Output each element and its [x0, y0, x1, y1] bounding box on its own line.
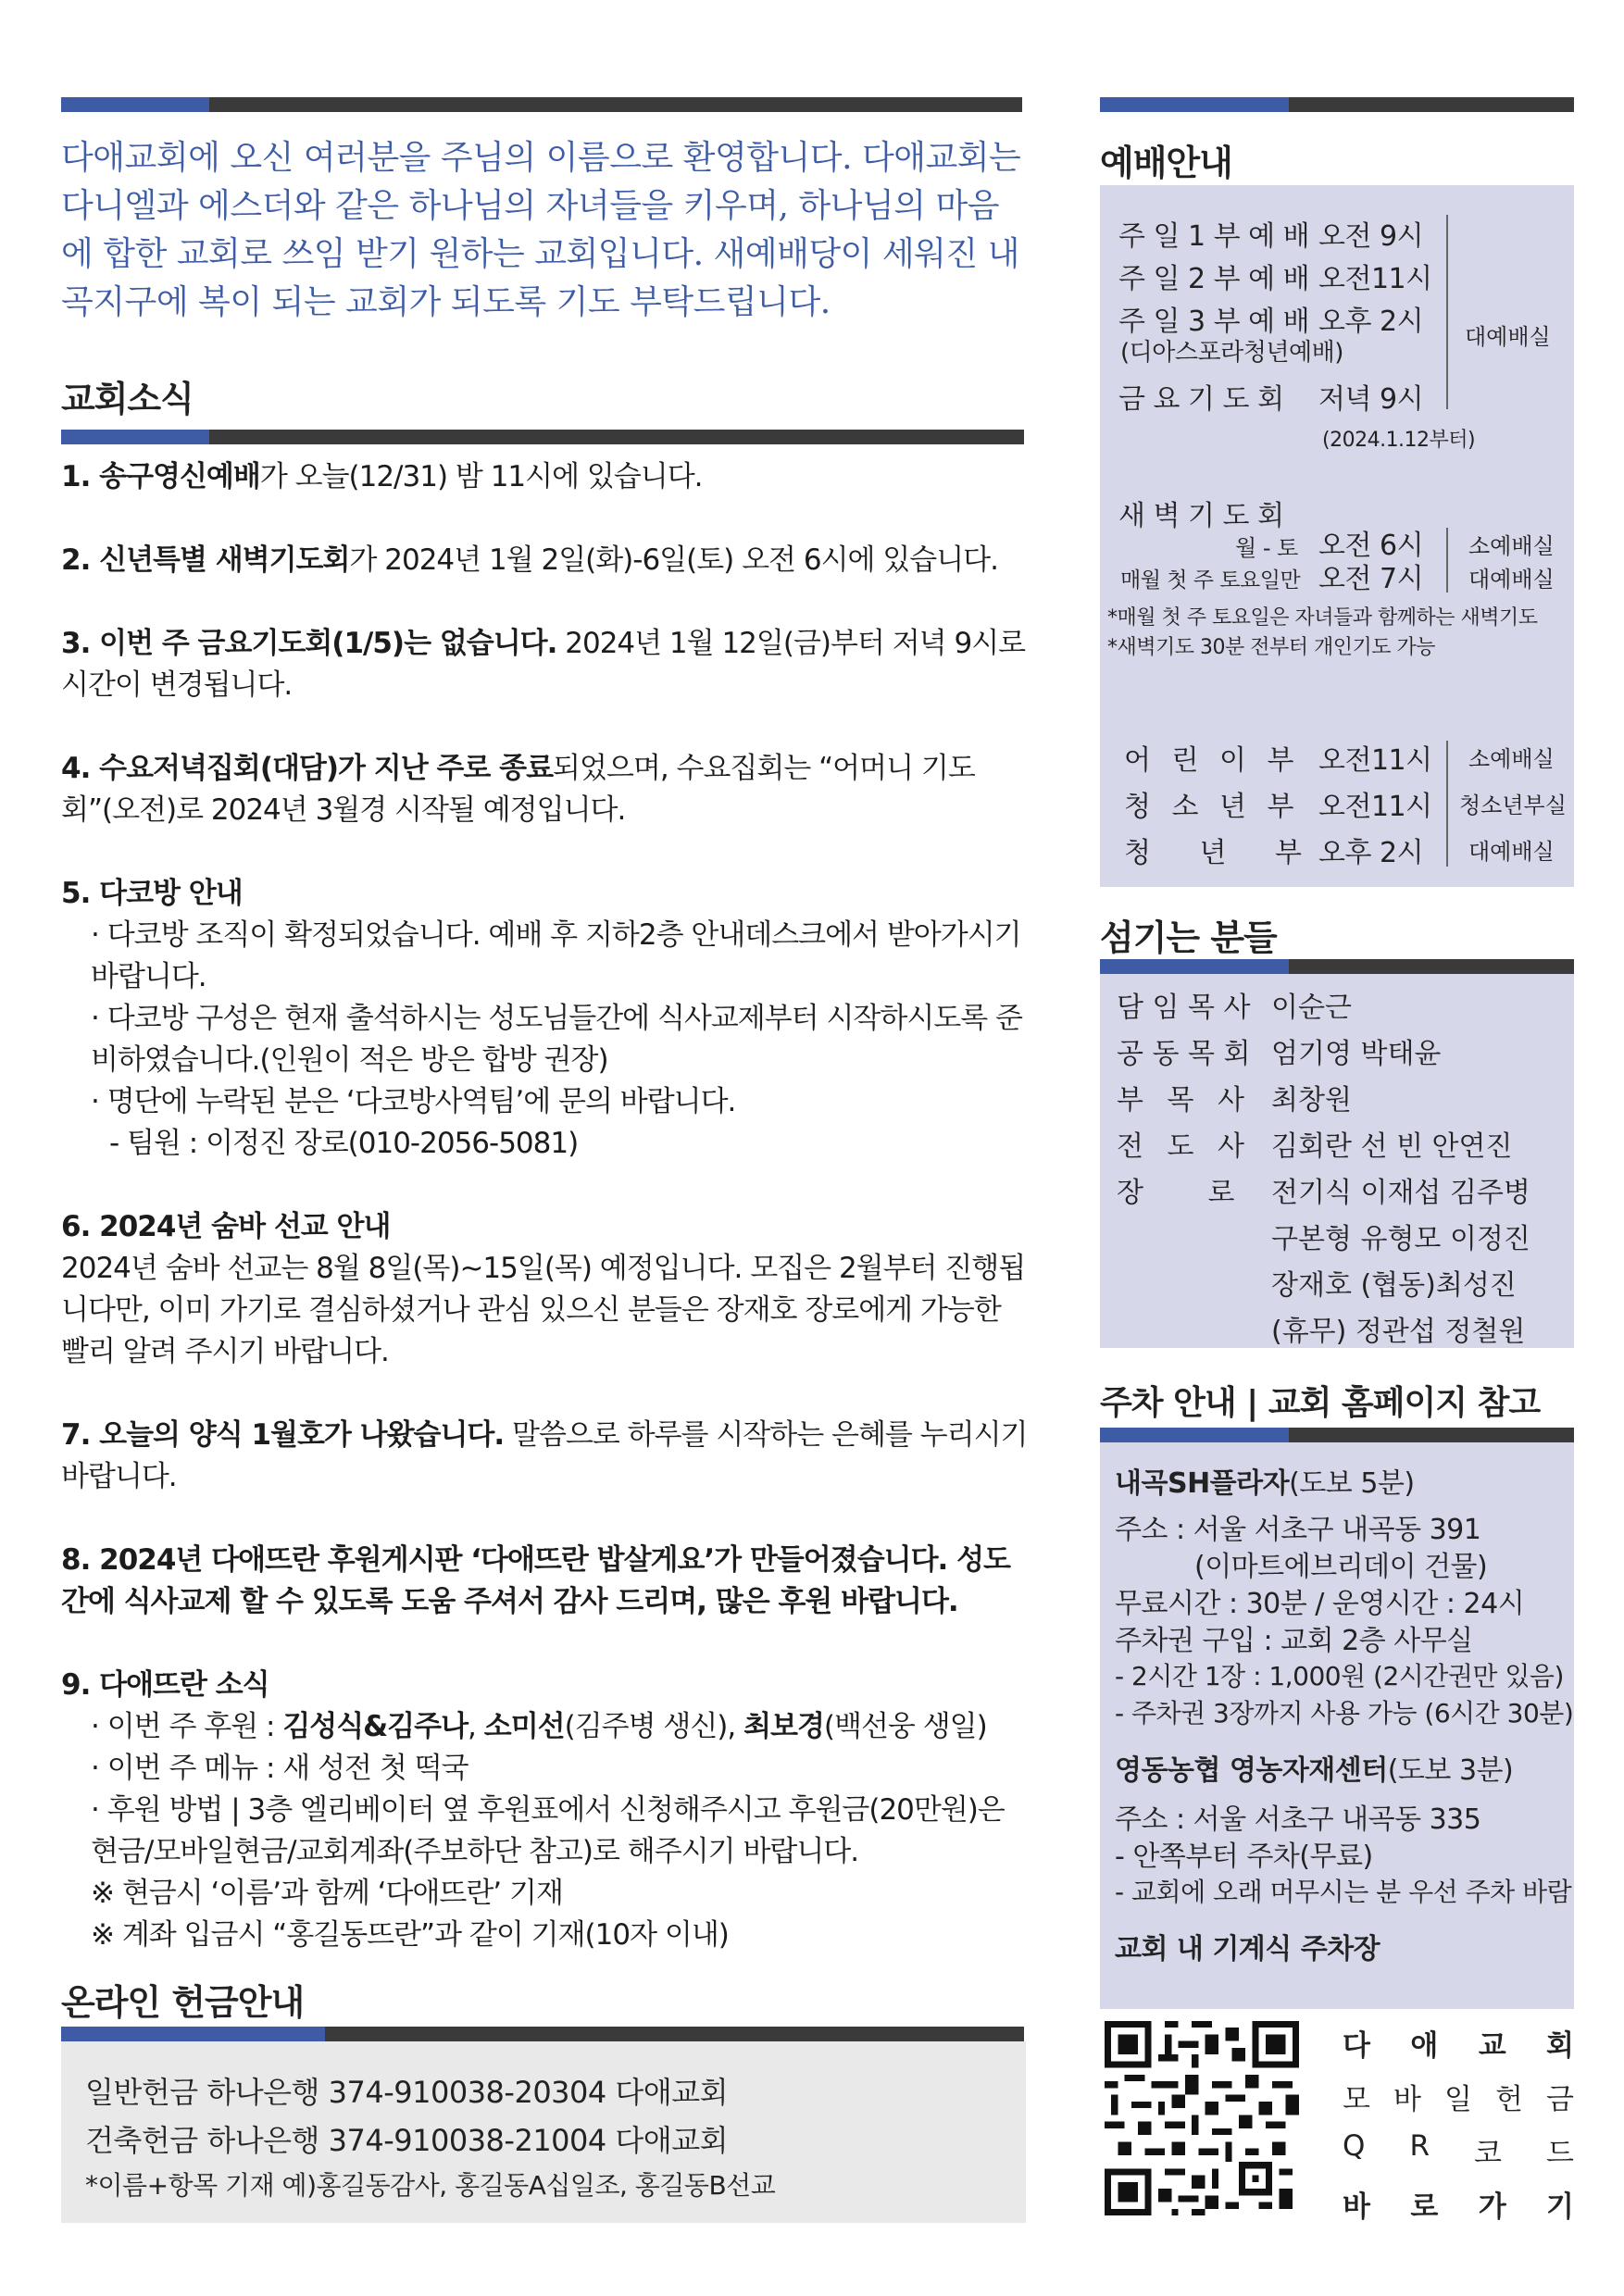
- news-list: [61, 456, 1029, 1956]
- offering-account-general: 일반헌금 하나은행 374-910038-20304 다애교회: [85, 2075, 729, 2110]
- parking-2-title: 영동농협 영농자재센터(도보 3분): [1115, 1754, 1514, 1787]
- parking-1-title: 내곡SH플라자(도보 5분): [1115, 1467, 1415, 1500]
- dawn-note-1: *매월 첫 주 토요일은 자녀들과 함께하는 새벽기도: [1107, 606, 1538, 630]
- dawn-row-2-name: 매월 첫 주 토요일만: [1120, 568, 1301, 593]
- qr-caption-line-2: 모 바 일 헌 금: [1343, 2083, 1574, 2116]
- servant-name-6: 구본형 유형모 이정진: [1271, 1223, 1530, 1255]
- parking-divider: [1100, 1428, 1574, 1442]
- parking-3-title: 교회 내 기계식 주차장: [1115, 1933, 1380, 1965]
- dawn-prayer-title: 새 벽 기 도 회: [1118, 500, 1284, 532]
- worship-row-2-name: 주 일 2 부 예 배: [1118, 263, 1310, 295]
- dawn-note-2: *새벽기도 30분 전부터 개인기도 가능: [1107, 636, 1435, 659]
- parking-2-address: 주소 : 서울 서초구 내곡동 335: [1115, 1803, 1481, 1836]
- online-offering-box: [61, 2041, 1026, 2223]
- servant-name-2: 엄기영 박태윤: [1271, 1038, 1442, 1070]
- dawn-row-1-room: 소예배실: [1468, 533, 1555, 559]
- servants-divider: [1100, 959, 1574, 974]
- qr-caption-line-1: 다 애 교 회: [1343, 2029, 1574, 2063]
- kids-row-time: 오전11시: [1318, 744, 1432, 777]
- dept-divider: [1446, 741, 1448, 867]
- news-item-2: 2. 신년특별 새벽기도회가 2024년 1월 2일(화)-6일(토) 오전 6시에 있습니다.: [61, 543, 998, 577]
- servant-role-4: 전 도 사: [1117, 1130, 1245, 1163]
- offering-account-building: 건축헌금 하나은행 374-910038-21004 다애교회: [85, 2123, 729, 2158]
- young-adult-row-room: 대예배실: [1468, 839, 1555, 865]
- worship-row-4-name: 금 요 기 도 회: [1118, 383, 1284, 416]
- friday-note: (2024.1.12부터): [1322, 429, 1476, 452]
- qr-caption-line-4[interactable]: 바 로 가 기: [1343, 2190, 1574, 2224]
- kids-row-room: 소예배실: [1468, 746, 1555, 772]
- worship-row-3-name: 주 일 3 부 예 배: [1118, 306, 1310, 338]
- servant-name-5: 전기식 이재섭 김주병: [1271, 1177, 1530, 1209]
- parking-1-address: 주소 : 서울 서초구 내곡동 391: [1115, 1514, 1481, 1546]
- news-item-3: 3. 이번 주 금요기도회(1/5)는 없습니다. 2024년 1월 12일(금)부터 저녁 9시로 시간이 변경됩니다.: [61, 627, 1026, 702]
- news-item-7: 7. 오늘의 양식 1월호가 나왔습니다. 말씀으로 하루를 시작하는 은혜를 누리시기 바랍니다.: [61, 1418, 1028, 1493]
- worship-row-1-time: 오전 9시: [1318, 220, 1424, 253]
- youth-row-time: 오전11시: [1318, 791, 1432, 823]
- parking-2-cond-1: - 안쪽부터 주차(무료): [1115, 1841, 1373, 1873]
- parking-2-cond-2: - 교회에 오래 머무시는 분 우선 주차 바람: [1115, 1877, 1572, 1907]
- dawn-row-1-name: 월 - 토: [1235, 535, 1298, 561]
- servant-name-3: 최창원: [1271, 1084, 1352, 1117]
- young-adult-row-time: 오후 2시: [1318, 837, 1424, 869]
- servants-title: 섬기는 분들: [1100, 917, 1277, 958]
- news-item-4: 4. 수요저녁집회(대담)가 지난 주로 종료되었으며, 수요집회는 “어머니 기도회”(오전)로 2024년 3월경 시작될 예정입니다.: [61, 752, 975, 827]
- parking-1-cond-1: - 2시간 1장 : 1,000원 (2시간권만 있음): [1115, 1661, 1564, 1691]
- worship-row-3-sub: (디아스포라청년예배): [1120, 339, 1343, 367]
- news-item-8: 8. 2024년 다애뜨란 후원게시판 ‘다애뜨란 밥살게요’가 만들어졌습니다. 성도간에 식사교제 할 수 있도록 도움 주셔서 감사 드리며, 많은 후원 바랍니다.: [61, 1543, 1010, 1618]
- dawn-row-2-time: 오전 7시: [1318, 563, 1424, 595]
- servant-role-3: 부 목 사: [1117, 1084, 1245, 1117]
- news-item-5: 5. 다코방 안내 · 다코방 조직이 확정되었습니다. 예배 후 지하2층 안내데스크에서 받아가시기 바랍니다. · 다코방 구성은 현재 출석하시는 성도님들간에 식사교제부터 시작하시도록 준비하였습니다.(인원이 적은 방은 합방 권장) · 명단에 누락된 분은 ‘다코방사역팀’에 문의 바랍니다. - 팀원 : 이정진 장로(010-2056-5081): [61, 877, 1022, 1160]
- worship-title: 예배안내: [1100, 143, 1232, 183]
- servant-name-7: 장재호 (협동)최성진: [1271, 1269, 1517, 1302]
- news-title: 교회소식: [61, 379, 194, 419]
- dawn-row-1-time: 오전 6시: [1318, 530, 1424, 562]
- news-item-6: 6. 2024년 숨바 선교 안내 2024년 숨바 선교는 8월 8일(목)~15일(목) 예정입니다. 모집은 2월부터 진행됩니다만, 이미 가기로 결심하셨거나 관심 있으신 분들은 장재호 장로에게 가능한 빨리 알려 주시기 바랍니다.: [61, 1210, 1026, 1368]
- news-item-1: 1. 송구영신예배가 오늘(12/31) 밤 11시에 있습니다.: [61, 460, 703, 493]
- mobile-offering-qr-code[interactable]: [1105, 2021, 1299, 2215]
- parking-1-cond-2: - 주차권 3장까지 사용 가능 (6시간 30분): [1115, 1698, 1574, 1728]
- youth-row-name: 청 소 년 부: [1124, 791, 1294, 823]
- worship-divider-1: [1446, 215, 1448, 409]
- qr-caption-line-3: Q R 코 드: [1343, 2129, 1574, 2170]
- young-adult-row-name: 청 년 부: [1124, 837, 1302, 869]
- parking-1-ticket: 주차권 구입 : 교회 2층 사무실: [1115, 1625, 1473, 1657]
- welcome-intro: 다애교회에 오신 여러분을 주님의 이름으로 환영합니다. 다애교회는 다니엘과 에스더와 같은 하나님의 자녀들을 키우며, 하나님의 마음에 합한 교회로 쓰임 받기 원하는 교회입니다. 새예배당이 세워진 내곡지구에 복이 되는 교회가 되도록 기도 부탁드립니다.: [61, 139, 1021, 321]
- servant-role-1: 담 임 목 사: [1117, 992, 1251, 1024]
- online-divider: [61, 2027, 1024, 2041]
- top-divider-left: [61, 97, 1022, 112]
- parking-title: 주차 안내 | 교회 홈페이지 참고: [1100, 1384, 1541, 1422]
- servant-role-5: 장 로: [1117, 1177, 1235, 1209]
- dawn-divider: [1446, 528, 1448, 593]
- offering-note: *이름+항목 기재 예)홍길동감사, 홍길동A십일조, 홍길동B선교: [85, 2170, 776, 2201]
- youth-row-room: 청소년부실: [1459, 792, 1567, 818]
- news-item-9: 9. 다애뜨란 소식 · 이번 주 후원 : 김성식&김주나, 소미선(김주병 생신), 최보경(백선웅 생일) · 이번 주 메뉴 : 새 성전 첫 떡국 · 후원 방법 | 3층 엘리베이터 옆 후원표에서 신청해주시고 후원금(20만원)은 현금/모바일현금/교회계좌(주보하단 참고)로 해주시기 바랍니다. ※ 현금시 ‘이름’과 함께 ‘다애뜨란’ 기재 ※ 계좌 입금시 “홍길동뜨란”과 같이 기재(10자 이내): [61, 1668, 1005, 1952]
- worship-row-2-time: 오전11시: [1318, 263, 1432, 295]
- servant-role-2: 공 동 목 회: [1117, 1038, 1251, 1070]
- top-divider-right: [1100, 97, 1574, 112]
- worship-row-3-time: 오후 2시: [1318, 306, 1424, 338]
- kids-row-name: 어 린 이 부: [1124, 744, 1294, 777]
- dawn-row-2-room: 대예배실: [1468, 567, 1555, 593]
- news-divider: [61, 430, 1024, 444]
- parking-1-building: (이마트에브리데이 건물): [1194, 1551, 1488, 1583]
- online-offering-title: 온라인 헌금안내: [61, 1982, 305, 2023]
- servant-name-1: 이순근: [1271, 992, 1352, 1024]
- worship-row-4-time: 저녁 9시: [1318, 383, 1424, 416]
- servant-name-4: 김회란 선 빈 안연진: [1271, 1130, 1513, 1163]
- servant-name-8: (휴무) 정관섭 정철원: [1271, 1316, 1526, 1348]
- parking-1-hours: 무료시간 : 30분 / 운영시간 : 24시: [1115, 1588, 1525, 1620]
- worship-room-main: 대예배실: [1465, 324, 1551, 350]
- worship-row-1-name: 주 일 1 부 예 배: [1118, 220, 1310, 253]
